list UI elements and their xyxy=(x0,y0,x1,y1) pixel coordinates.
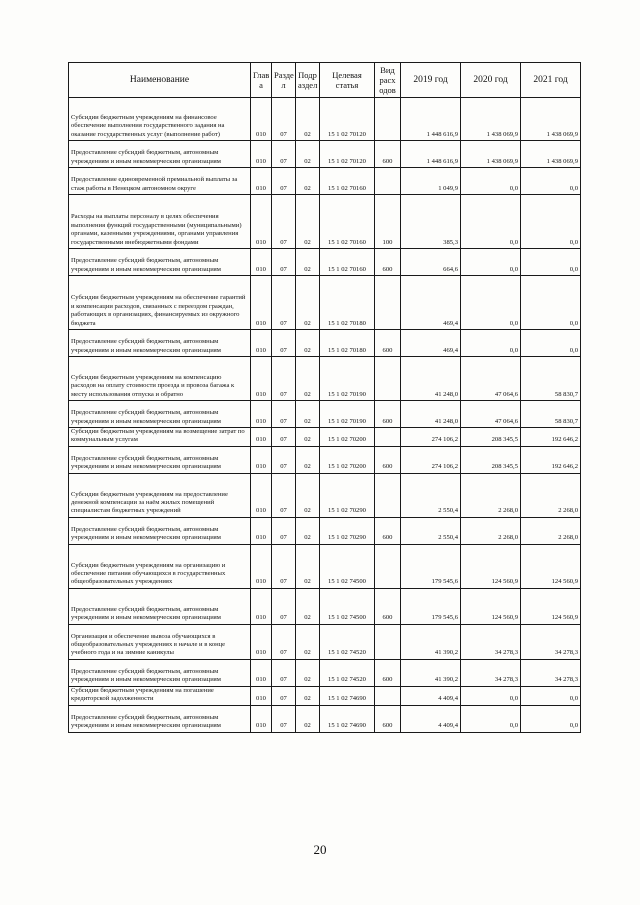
row-value-2021: 58 830,7 xyxy=(521,357,581,401)
row-razdel: 07 xyxy=(272,473,296,517)
row-podrazdel: 02 xyxy=(296,624,320,659)
row-value-2020: 47 064,6 xyxy=(461,401,521,428)
row-article: 15 1 02 70160 xyxy=(320,195,375,249)
row-value-2020: 208 345,5 xyxy=(461,446,521,473)
row-name: Субсидии бюджетным учреждениям на организацию и обеспечение питания обучающихся в государственных общеобразовательных учреждениях xyxy=(69,544,251,588)
table-row xyxy=(69,705,581,732)
row-value-2020: 2 268,0 xyxy=(461,473,521,517)
table-row xyxy=(69,98,581,141)
row-glav: 010 xyxy=(251,168,272,195)
row-razdel: 07 xyxy=(272,446,296,473)
row-podrazdel: 02 xyxy=(296,705,320,732)
table-row xyxy=(69,401,581,428)
row-article: 15 1 02 70200 xyxy=(320,446,375,473)
row-glav: 010 xyxy=(251,428,272,447)
row-value-2021: 34 278,3 xyxy=(521,659,581,686)
row-glav: 010 xyxy=(251,330,272,357)
header-2019: 2019 год xyxy=(401,63,461,98)
row-glav: 010 xyxy=(251,624,272,659)
row-vid xyxy=(375,357,401,401)
row-podrazdel: 02 xyxy=(296,473,320,517)
table-row xyxy=(69,588,581,624)
row-name: Субсидии бюджетным учреждениям на погашение кредиторской задолженности xyxy=(69,686,251,705)
table-row xyxy=(69,276,581,330)
table-row xyxy=(69,141,581,168)
row-podrazdel: 02 xyxy=(296,446,320,473)
row-article: 15 1 02 74500 xyxy=(320,588,375,624)
row-razdel: 07 xyxy=(272,276,296,330)
row-name: Субсидии бюджетным учреждениям на возмещение затрат по коммунальным услугам xyxy=(69,428,251,447)
row-razdel: 07 xyxy=(272,195,296,249)
row-glav: 010 xyxy=(251,517,272,544)
row-value-2019: 274 106,2 xyxy=(401,428,461,447)
row-name: Предоставление субсидий бюджетным, автономным учреждениям и иным некоммерческим организациям xyxy=(69,446,251,473)
row-razdel: 07 xyxy=(272,624,296,659)
header-article: Целевая статья xyxy=(320,63,375,98)
row-razdel: 07 xyxy=(272,141,296,168)
row-value-2020: 0,0 xyxy=(461,276,521,330)
row-name: Предоставление субсидий бюджетным, автономным учреждениям и иным некоммерческим организациям xyxy=(69,705,251,732)
row-name: Субсидии бюджетным учреждениям на финансовое обеспечение выполнения государственного задания на оказание государственных услуг (выполнение работ) xyxy=(69,98,251,141)
header-razdel: Разде л xyxy=(272,63,296,98)
row-article: 15 1 02 70190 xyxy=(320,357,375,401)
row-razdel: 07 xyxy=(272,168,296,195)
row-razdel: 07 xyxy=(272,705,296,732)
row-podrazdel: 02 xyxy=(296,168,320,195)
budget-table xyxy=(68,62,581,733)
row-article: 15 1 02 70120 xyxy=(320,98,375,141)
row-value-2020: 1 438 069,9 xyxy=(461,141,521,168)
row-value-2021: 0,0 xyxy=(521,330,581,357)
row-glav: 010 xyxy=(251,357,272,401)
row-vid xyxy=(375,428,401,447)
row-vid xyxy=(375,473,401,517)
row-value-2020: 0,0 xyxy=(461,195,521,249)
row-value-2021: 0,0 xyxy=(521,249,581,276)
row-value-2020: 0,0 xyxy=(461,249,521,276)
row-value-2019: 41 390,2 xyxy=(401,624,461,659)
row-article: 15 1 02 74690 xyxy=(320,686,375,705)
row-value-2020: 208 345,5 xyxy=(461,428,521,447)
row-value-2019: 41 390,2 xyxy=(401,659,461,686)
row-razdel: 07 xyxy=(272,357,296,401)
row-value-2019: 41 248,0 xyxy=(401,401,461,428)
row-article: 15 1 02 70190 xyxy=(320,401,375,428)
row-value-2021: 0,0 xyxy=(521,168,581,195)
row-name: Организация и обеспечение вывоза обучающихся в общеобразовательных учреждениях в начале и в конце учебного года и на зимние каникулы xyxy=(69,624,251,659)
row-article: 15 1 02 74520 xyxy=(320,624,375,659)
row-article: 15 1 02 70180 xyxy=(320,276,375,330)
row-value-2019: 4 409,4 xyxy=(401,705,461,732)
row-article: 15 1 02 70160 xyxy=(320,168,375,195)
row-value-2019: 2 550,4 xyxy=(401,517,461,544)
row-value-2021: 2 268,0 xyxy=(521,473,581,517)
row-vid xyxy=(375,624,401,659)
row-value-2019: 1 448 616,9 xyxy=(401,141,461,168)
row-name: Предоставление субсидий бюджетным, автономным учреждениям и иным некоммерческим организациям xyxy=(69,401,251,428)
row-glav: 010 xyxy=(251,401,272,428)
row-value-2020: 0,0 xyxy=(461,168,521,195)
table-row xyxy=(69,624,581,659)
row-razdel: 07 xyxy=(272,401,296,428)
row-value-2020: 0,0 xyxy=(461,330,521,357)
table-row xyxy=(69,659,581,686)
row-podrazdel: 02 xyxy=(296,588,320,624)
row-value-2021: 0,0 xyxy=(521,686,581,705)
row-glav: 010 xyxy=(251,686,272,705)
table-row xyxy=(69,428,581,447)
row-glav: 010 xyxy=(251,276,272,330)
table-row xyxy=(69,249,581,276)
row-razdel: 07 xyxy=(272,588,296,624)
table-row xyxy=(69,544,581,588)
row-value-2021: 2 268,0 xyxy=(521,517,581,544)
row-article: 15 1 02 74500 xyxy=(320,544,375,588)
row-value-2021: 192 646,2 xyxy=(521,428,581,447)
row-value-2021: 1 438 069,9 xyxy=(521,98,581,141)
row-value-2019: 4 409,4 xyxy=(401,686,461,705)
row-value-2019: 2 550,4 xyxy=(401,473,461,517)
row-razdel: 07 xyxy=(272,98,296,141)
table-row xyxy=(69,686,581,705)
table-row xyxy=(69,446,581,473)
row-value-2019: 385,3 xyxy=(401,195,461,249)
header-glav: Глав а xyxy=(251,63,272,98)
row-name: Субсидии бюджетным учреждениям на предоставление денежной компенсации за наём жилых помещений специалистам бюджетных учреждений xyxy=(69,473,251,517)
row-value-2019: 179 545,6 xyxy=(401,588,461,624)
row-glav: 010 xyxy=(251,98,272,141)
row-glav: 010 xyxy=(251,473,272,517)
row-vid: 600 xyxy=(375,705,401,732)
row-name: Предоставление субсидий бюджетным, автономным учреждениям и иным некоммерческим организациям xyxy=(69,141,251,168)
row-razdel: 07 xyxy=(272,428,296,447)
header-vid: Вид расх одов xyxy=(375,63,401,98)
row-podrazdel: 02 xyxy=(296,517,320,544)
row-podrazdel: 02 xyxy=(296,330,320,357)
table-row xyxy=(69,473,581,517)
row-razdel: 07 xyxy=(272,659,296,686)
row-glav: 010 xyxy=(251,705,272,732)
row-value-2020: 34 278,3 xyxy=(461,659,521,686)
row-name: Предоставление субсидий бюджетным, автономным учреждениям и иным некоммерческим организациям xyxy=(69,517,251,544)
header-name: Наименование xyxy=(69,63,251,98)
row-value-2021: 192 646,2 xyxy=(521,446,581,473)
row-value-2021: 0,0 xyxy=(521,276,581,330)
row-vid: 600 xyxy=(375,249,401,276)
row-value-2020: 124 560,9 xyxy=(461,544,521,588)
row-value-2019: 274 106,2 xyxy=(401,446,461,473)
row-value-2021: 1 438 069,9 xyxy=(521,141,581,168)
row-article: 15 1 02 74520 xyxy=(320,659,375,686)
row-vid xyxy=(375,168,401,195)
row-name: Предоставление субсидий бюджетным, автономным учреждениям и иным некоммерческим организациям xyxy=(69,249,251,276)
row-value-2020: 2 268,0 xyxy=(461,517,521,544)
row-value-2021: 0,0 xyxy=(521,705,581,732)
row-glav: 010 xyxy=(251,195,272,249)
row-value-2020: 34 278,3 xyxy=(461,624,521,659)
row-name: Субсидии бюджетным учреждениям на компенсацию расходов на оплату стоимости проезда и провоза багажа к месту использования отпуска и обратно xyxy=(69,357,251,401)
row-vid: 600 xyxy=(375,517,401,544)
row-value-2021: 0,0 xyxy=(521,195,581,249)
row-vid xyxy=(375,276,401,330)
row-vid xyxy=(375,98,401,141)
row-vid xyxy=(375,686,401,705)
table-row xyxy=(69,330,581,357)
table-row xyxy=(69,195,581,249)
row-vid: 600 xyxy=(375,401,401,428)
row-podrazdel: 02 xyxy=(296,249,320,276)
row-glav: 010 xyxy=(251,446,272,473)
table-row xyxy=(69,357,581,401)
row-podrazdel: 02 xyxy=(296,401,320,428)
row-razdel: 07 xyxy=(272,249,296,276)
row-value-2019: 179 545,6 xyxy=(401,544,461,588)
row-glav: 010 xyxy=(251,544,272,588)
row-razdel: 07 xyxy=(272,686,296,705)
row-article: 15 1 02 74690 xyxy=(320,705,375,732)
row-podrazdel: 02 xyxy=(296,428,320,447)
row-value-2020: 0,0 xyxy=(461,686,521,705)
header-podrazdel: Подр аздел xyxy=(296,63,320,98)
row-name: Субсидии бюджетным учреждениям на обеспечение гарантий и компенсации расходов, связанных с переездом граждан, работающих в организациях, финансируемых из окружного бюджета xyxy=(69,276,251,330)
row-value-2021: 58 830,7 xyxy=(521,401,581,428)
row-vid: 600 xyxy=(375,330,401,357)
page-number: 20 xyxy=(313,842,327,857)
row-article: 15 1 02 70290 xyxy=(320,517,375,544)
row-vid: 100 xyxy=(375,195,401,249)
row-name: Предоставление субсидий бюджетным, автономным учреждениям и иным некоммерческим организациям xyxy=(69,588,251,624)
row-article: 15 1 02 70160 xyxy=(320,249,375,276)
row-vid xyxy=(375,544,401,588)
row-name: Предоставление единовременной премиальной выплаты за стаж работы в Ненецком автономном округе xyxy=(69,168,251,195)
row-value-2020: 124 560,9 xyxy=(461,588,521,624)
row-vid: 600 xyxy=(375,446,401,473)
row-podrazdel: 02 xyxy=(296,686,320,705)
table-row xyxy=(69,168,581,195)
row-vid: 600 xyxy=(375,141,401,168)
row-value-2020: 1 438 069,9 xyxy=(461,98,521,141)
row-article: 15 1 02 70290 xyxy=(320,473,375,517)
row-article: 15 1 02 70180 xyxy=(320,330,375,357)
row-value-2019: 1 448 616,9 xyxy=(401,98,461,141)
row-value-2019: 664,6 xyxy=(401,249,461,276)
row-value-2019: 469,4 xyxy=(401,330,461,357)
row-podrazdel: 02 xyxy=(296,544,320,588)
row-podrazdel: 02 xyxy=(296,276,320,330)
row-glav: 010 xyxy=(251,659,272,686)
header-2021: 2021 год xyxy=(521,63,581,98)
row-value-2019: 41 248,0 xyxy=(401,357,461,401)
row-name: Предоставление субсидий бюджетным, автономным учреждениям и иным некоммерческим организациям xyxy=(69,659,251,686)
row-value-2021: 124 560,9 xyxy=(521,544,581,588)
row-vid: 600 xyxy=(375,588,401,624)
row-podrazdel: 02 xyxy=(296,98,320,141)
header-2020: 2020 год xyxy=(461,63,521,98)
table-header-row xyxy=(69,63,581,98)
table-body xyxy=(69,98,581,733)
row-podrazdel: 02 xyxy=(296,195,320,249)
row-razdel: 07 xyxy=(272,330,296,357)
row-article: 15 1 02 70120 xyxy=(320,141,375,168)
row-value-2019: 1 049,9 xyxy=(401,168,461,195)
row-value-2021: 34 278,3 xyxy=(521,624,581,659)
row-name: Расходы на выплаты персоналу в целях обеспечения выполнения функций государственными (муниципальными) органами, казенными учреждениями, органами управления государственными внебюджетными фондами xyxy=(69,195,251,249)
row-podrazdel: 02 xyxy=(296,141,320,168)
table-row xyxy=(69,517,581,544)
row-value-2019: 469,4 xyxy=(401,276,461,330)
row-glav: 010 xyxy=(251,588,272,624)
row-razdel: 07 xyxy=(272,544,296,588)
row-vid: 600 xyxy=(375,659,401,686)
row-podrazdel: 02 xyxy=(296,357,320,401)
row-value-2020: 47 064,6 xyxy=(461,357,521,401)
row-value-2020: 0,0 xyxy=(461,705,521,732)
row-podrazdel: 02 xyxy=(296,659,320,686)
row-name: Предоставление субсидий бюджетным, автономным учреждениям и иным некоммерческим организациям xyxy=(69,330,251,357)
row-glav: 010 xyxy=(251,249,272,276)
row-razdel: 07 xyxy=(272,517,296,544)
row-glav: 010 xyxy=(251,141,272,168)
row-article: 15 1 02 70200 xyxy=(320,428,375,447)
row-value-2021: 124 560,9 xyxy=(521,588,581,624)
